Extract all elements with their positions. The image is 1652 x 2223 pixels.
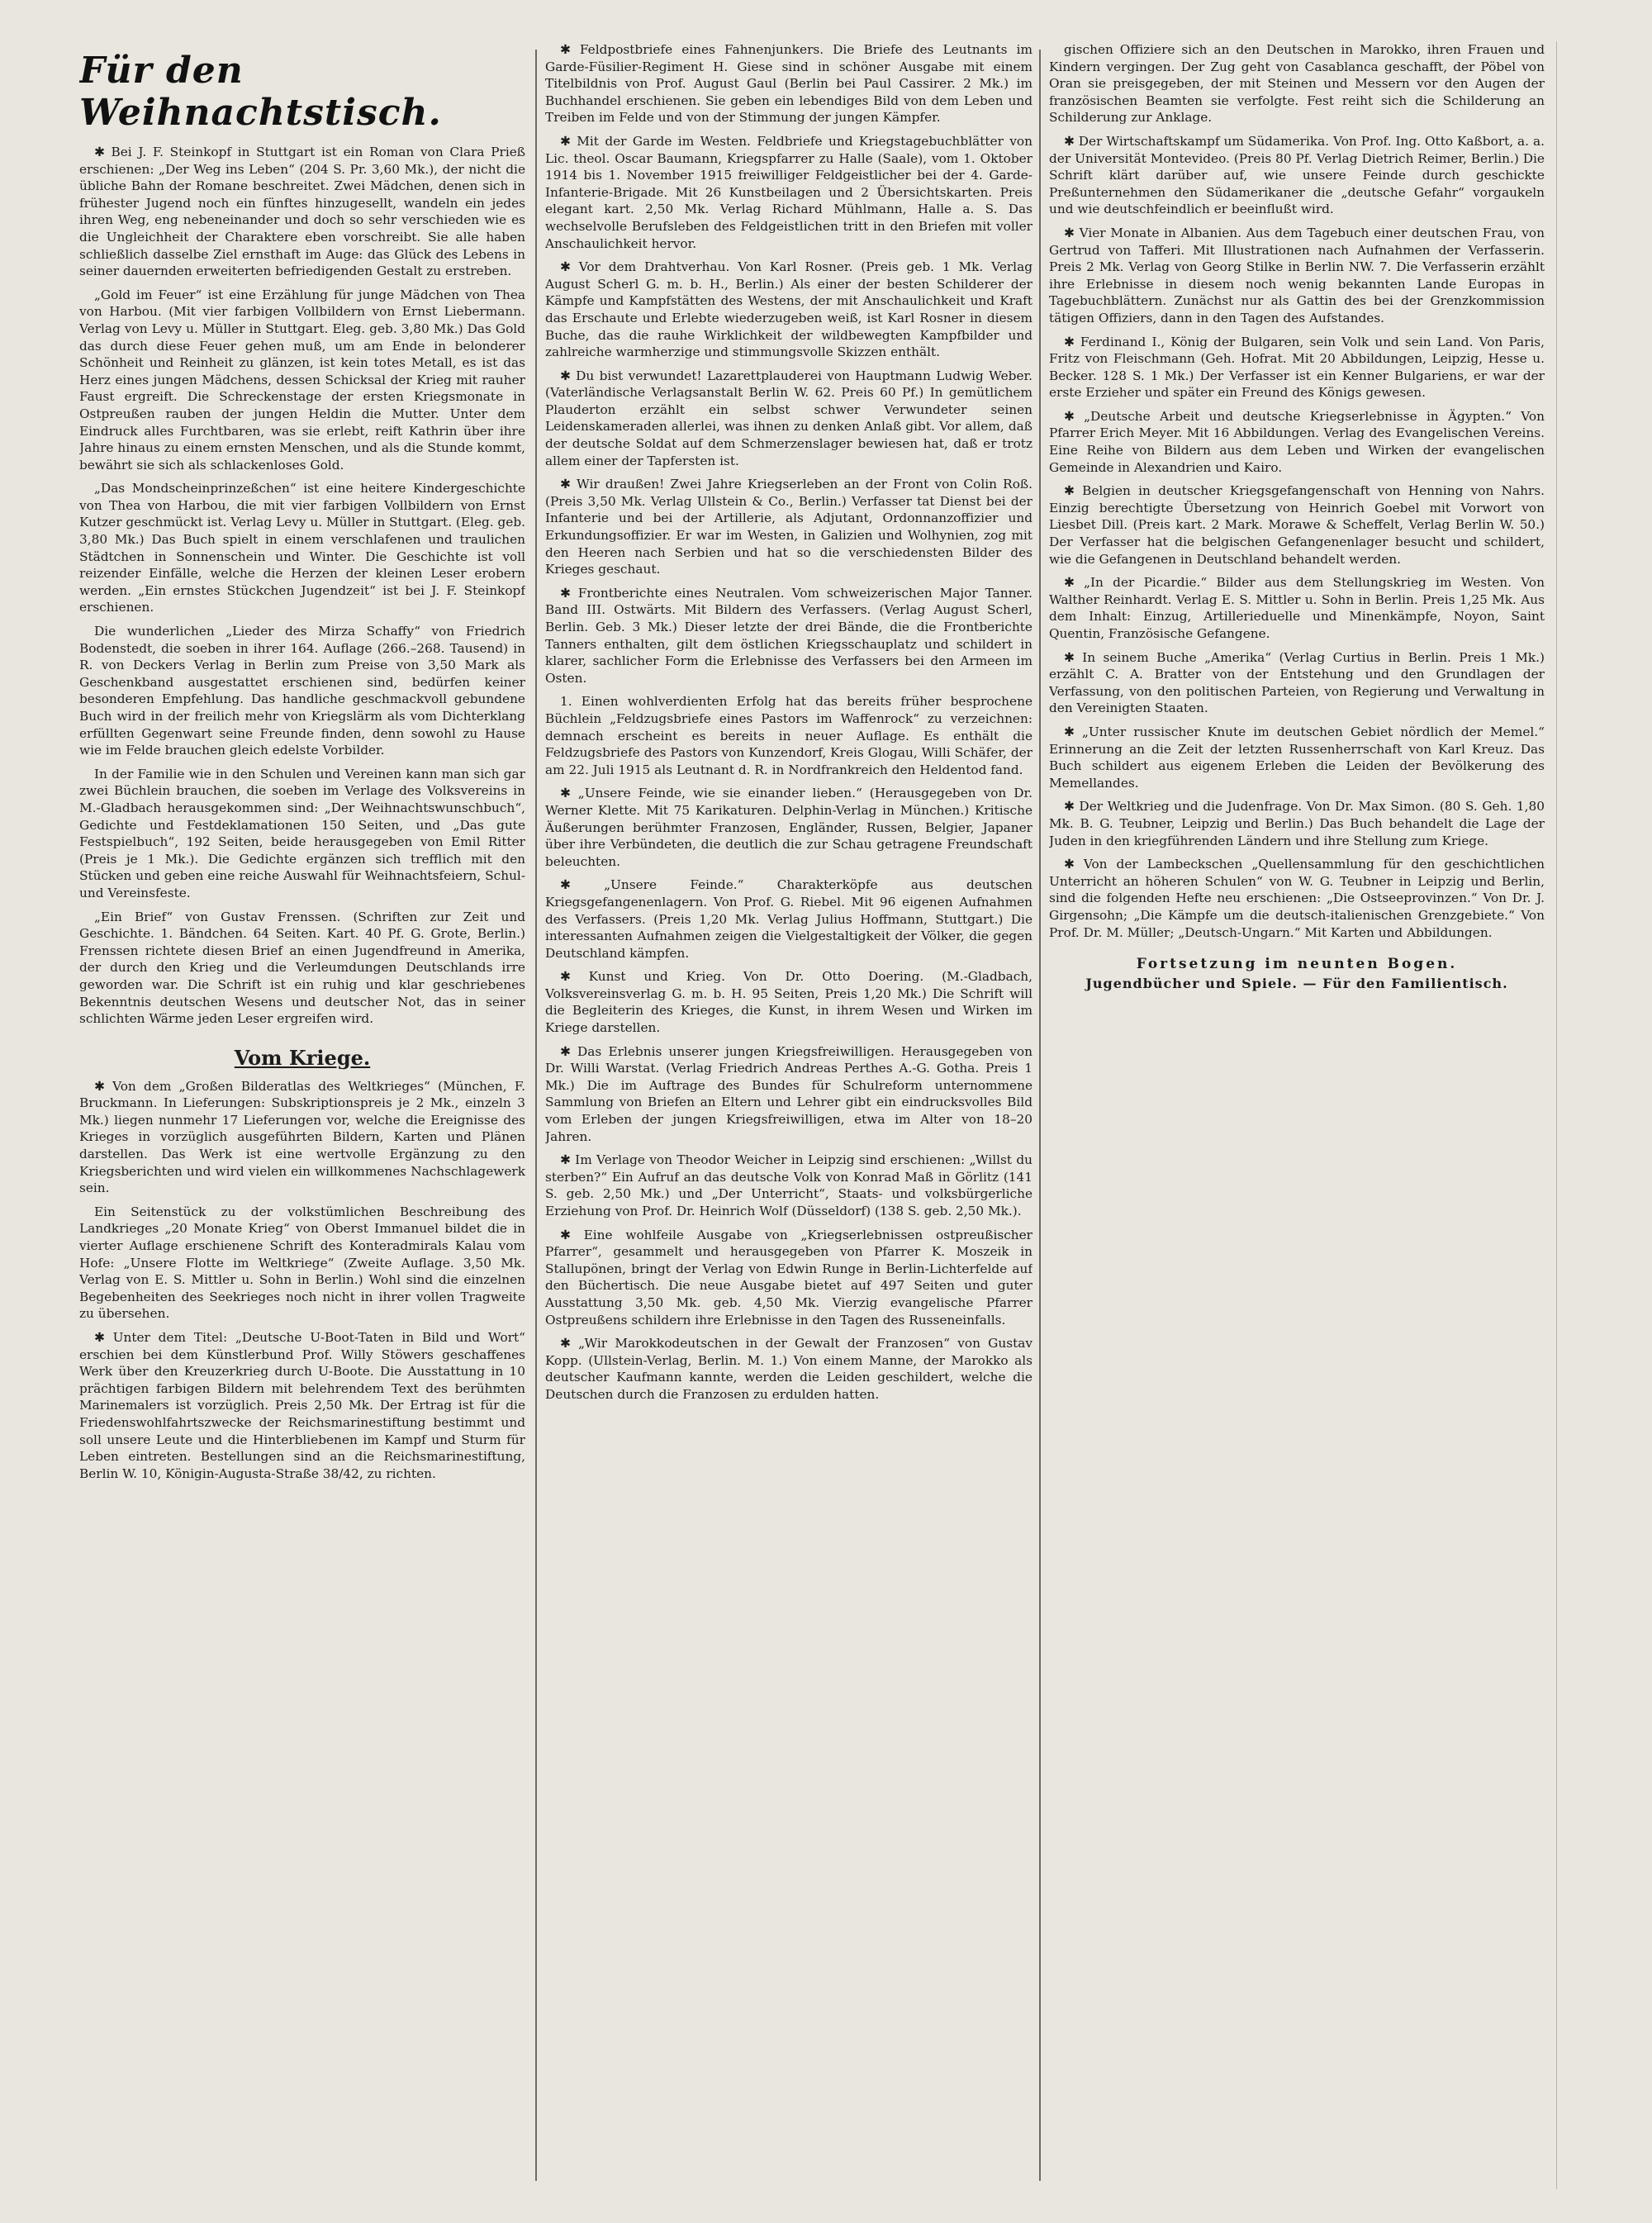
column-rule (535, 50, 537, 2181)
review-paragraph: ✱ Mit der Garde im Westen. Feldbriefe und Kriegstagebuchblätter von Lic. theol. Oscar Baumann, Kriegspfarrer zu Halle (Saale), vom 1. Oktober 1914 bis 1. November 1915 freiwilliger Feldgeistlicher bei der 4. Garde-Infanterie-Brigade. Mit 26 Kunstbeilagen und 2 Übersichtskarten. Preis elegant kart. 2,50 Mk. Verlag Richard Mühlmann, Halle a. S. Das wechselvolle Berufsleben des Feldgeistlichen tritt in den Briefen mit voller Anschaulichkeit hervor. (545, 133, 1032, 251)
page-heading: Für den Weihnachtstisch. (79, 50, 442, 134)
review-paragraph: ✱ „Unsere Feinde.“ Charakterköpfe aus deutschen Kriegsgefangenenlagern. Von Prof. G. Riebel. Mit 96 eigenen Aufnahmen des Verfassers. (Preis 1,20 Mk. Verlag Julius Hoffmann, Stuttgart.) Die interessanten Aufnahmen zeigen die Vielgestaltigkeit der Völker, die gegen Deutschland kämpfen. (545, 877, 1032, 961)
review-paragraph: ✱ Von der Lambeckschen „Quellensammlung für den geschichtlichen Unterricht an höheren Schulen“ von W. G. Teubner in Leipzig und Berlin, sind die folgenden Hefte neu erschienen: „Die Ostseeprovinzen.“ Von Dr. J. Girgensohn; „Die Kämpfe um die deutsch-italienischen Grenzgebiete.“ Von Prof. Dr. M. Müller; „Deutsch-Ungarn.“ Mit Karten und Abbildungen. (1049, 857, 1545, 940)
review-paragraph: „Ein Brief“ von Gustav Frenssen. (Schriften zur Zeit und Geschichte. 1. Bändchen. 64 Seiten. Kart. 40 Pf. G. Grote, Berlin.) Frenssen richtete diesen Brief an einen Jugendfreund in Amerika, der durch den Krieg und die Verleumdungen Deutschlands irre geworden war. Die Schrift ist ein ruhig und klar geschriebenes Bekenntnis deutschen Wesens und deutscher Not, das in seiner schlichten Wärme jeden Leser ergreifen wird. (79, 909, 525, 1027)
review-paragraph: ✱ „Wir Marokkodeutschen in der Gewalt der Franzosen“ von Gustav Kopp. (Ullstein-Verlag, Berlin. M. 1.) Von einem Manne, der Marokko als deutscher Kaufmann kannte, werden die Leiden geschildert, welche die Deutschen durch die Franzosen zu erdulden hatten. (545, 1336, 1032, 1402)
review-paragraph: ✱ Der Wirtschaftskampf um Südamerika. Von Prof. Ing. Otto Kaßbort, a. a. der Universität Montevideo. (Preis 80 Pf. Verlag Dietrich Reimer, Berlin.) Die Schrift klärt darüber auf, wie unsere Feinde durch geschickte Preßunternehmen den Südamerikaner die „deutsche Gefahr“ vorgaukeln und wie deutschfeindlich er beeinflußt wird. (1049, 133, 1545, 217)
review-paragraph: Ein Seitenstück zu der volkstümlichen Beschreibung des Landkrieges „20 Monate Krieg“ von Oberst Immanuel bildet die in vierter Auflage erschienene Schrift des Konteradmirals Kalau vom Hofe: „Unsere Flotte im Weltkriege“ (Zweite Auflage. 3,50 Mk. Verlag von E. S. Mittler u. Sohn in Berlin.) Wohl sind die einzelnen Begebenheiten des Seekrieges noch nicht in ihrer vollen Tragweite zu übersehen. (79, 1204, 525, 1322)
review-paragraph: Die wunderlichen „Lieder des Mirza Schaffy“ von Friedrich Bodenstedt, die soeben in ihrer 164. Auflage (266.–268. Tausend) in R. von Deckers Verlag in Berlin zum Preise von 3,50 Mark als Geschenkband ausgestattet erschienen sind, bedürfen keiner besonderen Empfehlung. Das handliche geschmackvoll gebundene Buch wird in der freilich mehr von Kriegslärm als vom Dichterklang erfüllten Gegenwart seine Freunde finden, denn sowohl zu Hause wie im Felde brauchen gleich edelste Vorbilder. (79, 624, 525, 758)
review-paragraph: ✱ Belgien in deutscher Kriegsgefangenschaft von Henning von Nahrs. Einzig berechtigte Übersetzung von Heinrich Goebel mit Vorwort von Liesbet Dill. (Preis kart. 2 Mark. Morawe & Scheffelt, Verlag Berlin W. 50.) Der Verfasser hat die belgischen Gefangenenlager besucht und schildert, wie die Gefangenen in Deutschland behandelt werden. (1049, 483, 1545, 567)
review-paragraph: ✱ Wir draußen! Zwei Jahre Kriegserleben an der Front von Colin Roß. (Preis 3,50 Mk. Verlag Ullstein & Co., Berlin.) Verfasser tat Dienst bei der Infanterie und bei der Artillerie, als Adjutant, Ordonnanzoffizier und Erkundungsoffizier. Er war im Westen, in Galizien und Wolhynien, zog mit den Heeren nach Serbien und hat so die verschiedensten Bilder des Krieges geschaut. (545, 477, 1032, 577)
review-paragraph: ✱ Kunst und Krieg. Von Dr. Otto Doering. (M.-Gladbach, Volksvereinsverlag G. m. b. H. 95 Seiten, Preis 1,20 Mk.) Die Schrift will die Begleiterin des Krieges, die Kunst, in ihrem Wesen und Wirken im Kriege darstellen. (545, 969, 1032, 1036)
review-paragraph: ✱ Feldpostbriefe eines Fahnenjunkers. Die Briefe des Leutnants im Garde-Füsilier-Regiment H. Giese sind in schöner Ausgabe mit einem Titelbildnis von Prof. August Gaul (Berlin bei Paul Cassirer. 2 Mk.) im Buchhandel erschienen. Sie geben ein lebendiges Bild von dem Leben und Treiben im Felde und von der Stimmung der jungen Kämpfer. (545, 42, 1032, 126)
review-paragraph: In der Familie wie in den Schulen und Vereinen kann man sich gar zwei Büchlein brauchen, die soeben im Verlage des Volksvereins in M.-Gladbach herausgekommen sind: „Der Weihnachtswunschbuch“, Gedichte und Festdeklamationen 150 Seiten, und „Das gute Festspielbuch“, 192 Seiten, beide herausgegeben von Emil Ritter (Preis je 1 Mk.). Die Gedichte ergänzen sich trefflich mit den Stücken und geben eine reiche Auswahl für Weihnachtsfeiern, Schul- und Vereinsfeste. (79, 766, 525, 900)
review-paragraph: ✱ „Deutsche Arbeit und deutsche Kriegserlebnisse in Ägypten.“ Von Pfarrer Erich Meyer. Mit 16 Abbildungen. Verlag des Evangelischen Vereins. Eine Reihe von Bildern aus dem Leben und Wirken der evangelischen Gemeinde in Alexandrien und Kairo. (1049, 408, 1545, 475)
review-paragraph: ✱ Unter dem Titel: „Deutsche U-Boot-Taten in Bild und Wort“ erschien bei dem Künstlerbund Prof. Willy Stöwers geschaffenes Werk über den Kreuzerkrieg durch U-Boote. Die Ausstattung in 10 prächtigen farbigen Bildern mit belehrendem Text des berühmten Marinemalers ist vorzüglich. Preis 2,50 Mk. Der Ertrag ist für die Friedenswohlfahrtszwecke der Reichsmarinestiftung bestimmt und soll unsere Leute und die Hinterbliebenen im Kampf und Sturm für Leben eintreten. Bestellungen sind an die Reichsmarinestiftung, Berlin W. 10, Königin-Augusta-Straße 38/42, zu richten. (79, 1330, 525, 1481)
review-paragraph: ✱ Das Erlebnis unserer jungen Kriegsfreiwilligen. Herausgegeben von Dr. Willi Warstat. (Verlag Friedrich Andreas Perthes A.-G. Gotha. Preis 1 Mk.) Die im Auftrage des Bundes für Schulreform unternommene Sammlung von Briefen an Eltern und Lehrer gibt ein eindrucksvolles Bild vom Erleben der jungen Kriegsfreiwilligen, etwa im Alter von 18–20 Jahren. (545, 1043, 1032, 1144)
page-edge-line (1556, 41, 1557, 2189)
review-paragraph: ✱ Der Weltkrieg und die Judenfrage. Von Dr. Max Simon. (80 S. Geh. 1,80 Mk. B. G. Teubner, Leipzig und Berlin.) Das Buch behandelt die Lage der Juden in den kriegführenden Ländern und ihre Stellung zum Kriege. (1049, 799, 1545, 848)
column-1 (79, 41, 525, 2189)
review-paragraph: ✱ In seinem Buche „Amerika“ (Verlag Curtius in Berlin. Preis 1 Mk.) erzählt C. A. Bratter von der Entstehung und den Grundlagen der Verfassung, von den politischen Parteien, von Regierung und Verwaltung in den Vereinigten Staaten. (1049, 649, 1545, 716)
review-paragraph: ✱ „In der Picardie.“ Bilder aus dem Stellungskrieg im Westen. Von Walther Reinhardt. Verlag E. S. Mittler u. Sohn in Berlin. Preis 1,25 Mk. Aus dem Inhalt: Einzug, Artillerieduelle und Minenkämpfe, Noyon, Saint Quentin, Französische Gefangene. (1049, 575, 1545, 641)
review-paragraph: ✱ Frontberichte eines Neutralen. Vom schweizerischen Major Tanner. Band III. Ostwärts. Mit Bildern des Verfassers. (Verlag August Scherl, Berlin. Geb. 3 Mk.) Dieser letzte der drei Bände, die die Frontberichte Tanners enthalten, gilt dem östlichen Kriegsschauplatz und schildert in klarer, sachlicher Form die Erlebnisse des Verfassers bei den Armeen im Osten. (545, 585, 1032, 686)
review-paragraph: 1. Einen wohlverdienten Erfolg hat das bereits früher besprochene Büchlein „Feldzugsbriefe eines Pastors im Waffenrock“ zu verzeichnen: demnach erscheint es bereits in neuer Auflage. Es enthält die Feldzugsbriefe des Pastors von Kunzendorf, Kreis Glogau, Willi Schäfer, der am 22. Juli 1915 als Leutnant d. R. in Nordfrankreich den Heldentod fand. (545, 694, 1032, 777)
review-paragraph: ✱ Du bist verwundet! Lazarettplauderei von Hauptmann Ludwig Weber. (Vaterländische Verlagsanstalt Berlin W. 62. Preis 60 Pf.) In gemütlichem Plauderton erzählt ein selbst schwer Verwundeter seinen Leidenskameraden allerlei, was ihnen zu denken Anlaß gibt. Vor allem, daß der deutsche Soldat auf dem Schmerzenslager bewiesen hat, daß er trotz allem einer der Tapfersten ist. (545, 368, 1032, 468)
section-heading: Vom Kriege. (234, 1045, 371, 1070)
review-paragraph: ✱ „Unter russischer Knute im deutschen Gebiet nördlich der Memel.“ Erinnerung an die Zeit der letzten Russenherrschaft von Karl Kreuz. Das Buch schildert aus eigenem Erleben die Leiden der Bevölkerung des Memellandes. (1049, 724, 1545, 791)
review-paragraph: ✱ Vier Monate in Albanien. Aus dem Tagebuch einer deutschen Frau, von Gertrud von Tafferi. Mit Illustrationen nach Aufnahmen der Verfasserin. Preis 2 Mk. Verlag von Georg Stilke in Berlin NW. 7. Die Verfasserin erzählt ihre Erlebnisse in diesem noch wenig bekannten Lande Europas in Tagebuchblättern. Zunächst nur als Gattin des bei der Grenzkommission tätigen Offiziers, dann in den Tagen des Aufstandes. (1049, 225, 1545, 325)
review-paragraph: ✱ „Unsere Feinde, wie sie einander lieben.“ (Herausgegeben von Dr. Werner Klette. Mit 75 Karikaturen. Delphin-Verlag in München.) Kritische Äußerungen berühmter Franzosen, Engländer, Russen, Belgier, Japaner über ihre Verbündeten, die deutlich die zur Schau getragene Freundschaft beleuchten. (545, 786, 1032, 869)
column-rule (1039, 50, 1041, 2181)
review-paragraph: ✱ Vor dem Drahtverhau. Von Karl Rosner. (Preis geb. 1 Mk. Verlag August Scherl G. m. b. H., Berlin.) Als einer der besten Schilderer der Kämpfe und Kampfstätten des Westens, der mit Anschaulichkeit und Kraft das Erschaute und Erlebte wiederzugeben weiß, ist Karl Rosner in diesem Buche, das die rauhe Wirklichkeit der wildbewegten Kampfbilder und zahlreiche warmherzige und stimmungsvolle Skizzen enthält. (545, 259, 1032, 360)
review-paragraph: ✱ Von dem „Großen Bilderatlas des Weltkrieges“ (München, F. Bruckmann. In Lieferungen: Subskriptionspreis je 2 Mk., einzeln 3 Mk.) liegen nunmehr 17 Lieferungen vor, welche die Ereignisse des Krieges in vorzüglich ausgeführten Bildern, Karten und Plänen darstellen. Das Werk ist eine wertvolle Ergänzung zu den Kriegsberichten und wird vielen ein willkommenes Nachschlagewerk sein. (79, 1078, 525, 1196)
next-section-note: Jugendbücher und Spiele. — Für den Familientisch. (1085, 976, 1508, 992)
review-paragraph: ✱ Eine wohlfeile Ausgabe von „Kriegserlebnissen ostpreußischer Pfarrer“, gesammelt und herausgegeben von Pfarrer K. Moszeik in Stallupönen, bringt der Verlag von Edwin Runge in Berlin-Lichterfelde auf den Büchertisch. Die neue Ausgabe bietet auf 497 Seiten und guter Ausstattung 3,50 Mk. geb. 4,50 Mk. Vierzig evangelische Pfarrer Ostpreußens schildern ihre Erlebnisse in den Tagen des Russeneinfalls. (545, 1227, 1032, 1328)
column-2 (545, 41, 1032, 2189)
review-paragraph: ✱ Im Verlage von Theodor Weicher in Leipzig sind erschienen: „Willst du sterben?“ Ein Aufruf an das deutsche Volk von Konrad Maß in Görlitz (141 S. geb. 2,50 Mk.) und „Der Unterricht“, Staats- und volksbürgerliche Erziehung von Prof. Dr. Heinrich Wolf (Düsseldorf) (138 S. geb. 2,50 Mk.). (545, 1152, 1032, 1218)
review-paragraph: gischen Offiziere sich an den Deutschen in Marokko, ihren Frauen und Kindern vergingen. Der Zug geht von Casablanca geschafft, der Pöbel von Oran sie preisgegeben, der mit Steinen und Messern vor den Augen der französischen Beamten sie verfolgte. Fest reiht sich die Schilderung an Schilderung zur Anklage. (1049, 42, 1545, 126)
review-paragraph: ✱ Bei J. F. Steinkopf in Stuttgart ist ein Roman von Clara Prieß erschienen: „Der Weg ins Leben“ (204 S. Pr. 3,60 Mk.), der nicht die übliche Bahn der Romane beschreitet. Zwei Mädchen, denen sich in frühester Jugend noch ein fünftes hinzugesellt, wandeln ein jedes ihren Weg, eng nebeneinander und doch so sehr verschieden wie es die Ungleichheit der Charaktere eben vorschreibt. Sie alle haben schließlich dasselbe Ziel ernsthaft im Auge: das Glück des Lebens in seiner dauernden erweiterten befriedigenden Gestalt zu erstreben. (79, 145, 525, 279)
review-paragraph: „Das Mondscheinprinzeßchen“ ist eine heitere Kindergeschichte von Thea von Harbou, die mit vier farbigen Vollbildern von Ernst Kutzer geschmückt ist. Verlag Levy u. Müller in Stuttgart. (Eleg. geb. 3,80 Mk.) Das Buch spielt in einem verschlafenen und traulichen Städtchen in Sonnenschein und Winter. Die Geschichte ist voll reizender Einfälle, welche die Herzen der kleinen Leser erobern werden. „Ein ernstes Stückchen Jugendzeit“ ist bei J. F. Steinkopf erschienen. (79, 481, 525, 615)
review-paragraph: „Gold im Feuer“ ist eine Erzählung für junge Mädchen von Thea von Harbou. (Mit vier farbigen Vollbildern von Ernst Liebermann. Verlag von Levy u. Müller in Stuttgart. Eleg. geb. 3,80 Mk.) Das Gold das durch diese Feuer gehen muß, um am Ende in belonderer Schönheit und Reinheit zu glänzen, ist kein totes Metall, es ist das Herz eines jungen Mädchens, dessen Schicksal der Krieg mit rauher Faust ergreift. Die Schreckenstage der ersten Kriegsmonate in Ostpreußen rauben der jungen Heldin die Mutter. Unter dem Eindruck alles Furchtbaren, was sie erlebt, reift Kathrin über ihre Jahre hinaus zu einem ernsten Menschen, und als die Stunde kommt, bewährt sie sich als schlackenloses Gold. (79, 287, 525, 473)
review-paragraph: ✱ Ferdinand I., König der Bulgaren, sein Volk und sein Land. Von Paris, Fritz von Fleischmann (Geh. Hofrat. Mit 20 Abbildungen, Leipzig, Hesse u. Becker. 128 S. 1 Mk.) Der Verfasser ist ein Kenner Bulgariens, er war der erste Erzieher und später ein Freund des Königs gewesen. (1049, 334, 1545, 401)
continuation-note: Fortsetzung im neunten Bogen. (1136, 956, 1458, 973)
column-3 (1049, 41, 1545, 2189)
